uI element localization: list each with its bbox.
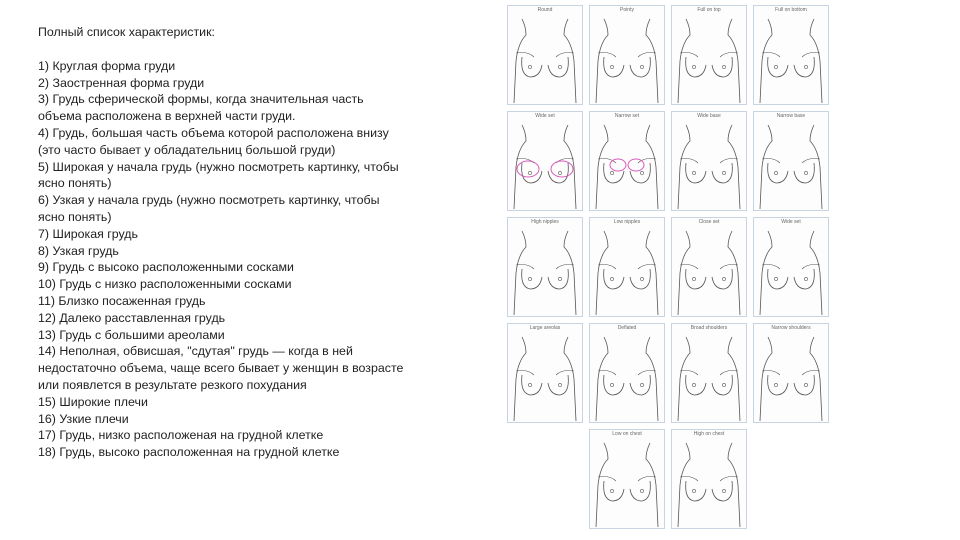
illustration-cell xyxy=(671,217,747,317)
illustration-label: Large areolas xyxy=(529,325,561,331)
list-item: 14) Неполная, обвисшая, "сдутая" грудь — когда в ней xyxy=(38,344,353,359)
list-item: 5) Широкая у начала грудь (нужно посмотреть картинку, чтобы xyxy=(38,159,399,174)
list-item: 11) Близко посаженная грудь xyxy=(38,293,206,308)
illustration-cell xyxy=(671,111,747,211)
illustration-label: Deflated xyxy=(617,325,637,331)
list-item: 18) Грудь, высоко расположенная на грудной клетке xyxy=(38,445,340,460)
list-item: 9) Грудь с высоко расположенными сосками xyxy=(38,260,294,275)
illustration-cell xyxy=(753,217,829,317)
illustration-cell xyxy=(507,111,583,211)
illustration-label: Broad shoulders xyxy=(690,325,728,331)
illustration-cell xyxy=(589,217,665,317)
list-item: 6) Узкая у начала грудь (нужно посмотреть картинку, чтобы xyxy=(38,193,380,208)
illustration-label: Narrow set xyxy=(614,113,640,119)
illustration-label: High on chest xyxy=(693,431,725,437)
illustration-label: Pointy xyxy=(620,7,634,13)
list-item: 17) Грудь, низко расположеная на грудной клетке xyxy=(38,428,324,443)
illustration-label: Round xyxy=(537,7,553,13)
illustration-cell xyxy=(589,323,665,423)
illustration-cell xyxy=(507,323,583,423)
list-item: (это часто бывает у обладательниц большой груди) xyxy=(38,142,336,157)
list-item: 7) Широкая грудь xyxy=(38,226,138,241)
list-item: объема расположена в верхней части груди. xyxy=(38,109,296,124)
illustration-cell xyxy=(507,217,583,317)
list-item: 16) Узкие плечи xyxy=(38,411,129,426)
illustration-label: Wide set xyxy=(781,219,801,225)
illustration-label: Low on chest xyxy=(612,431,642,437)
illustration-cell xyxy=(753,323,829,423)
list-item: ясно понять) xyxy=(38,209,112,224)
illustration-label: High nipples xyxy=(531,219,559,225)
illustration-label: Narrow shoulders xyxy=(771,325,811,331)
illustration-cell xyxy=(589,5,665,105)
characteristics-list xyxy=(38,58,478,461)
illustration-label: Wide base xyxy=(697,113,721,119)
illustration-grid xyxy=(507,5,829,529)
empty-cell xyxy=(753,429,829,529)
list-item: 1) Круглая форма груди xyxy=(38,58,176,73)
illustration-cell xyxy=(507,5,583,105)
list-item: 10) Грудь с низко расположенными сосками xyxy=(38,277,292,292)
illustration-cell xyxy=(589,111,665,211)
illustration-label: Narrow base xyxy=(776,113,806,119)
illustration-cell xyxy=(671,5,747,105)
illustration-label: Full on top xyxy=(697,7,721,13)
list-item: 4) Грудь, большая часть объема которой расположена внизу xyxy=(38,125,389,140)
list-item: 3) Грудь сферической формы, когда значительная часть xyxy=(38,92,364,107)
list-item: 12) Далеко расставленная грудь xyxy=(38,310,226,325)
characteristics-text xyxy=(38,24,478,461)
illustration-cell xyxy=(753,5,829,105)
list-item: 2) Заостренная форма груди xyxy=(38,75,205,90)
illustration-label: Close set xyxy=(698,219,720,225)
list-item: 8) Узкая грудь xyxy=(38,243,119,258)
list-item: 15) Широкие плечи xyxy=(38,394,148,409)
list-item: недостаточно объема, чаще всего бывает у женщин в возрасте xyxy=(38,361,404,376)
illustration-label: Full on bottom xyxy=(775,7,807,13)
illustration-label: Wide set xyxy=(535,113,555,119)
illustration-cell xyxy=(753,111,829,211)
list-item: или появлется в результате резкого похудания xyxy=(38,377,307,392)
list-heading: Полный список характеристик: xyxy=(38,25,215,39)
list-item: 13) Грудь с большими ареолами xyxy=(38,327,225,342)
illustration-cell xyxy=(671,429,747,529)
illustration-cell xyxy=(589,429,665,529)
illustration-label: Low nipples xyxy=(613,219,641,225)
illustration-cell xyxy=(671,323,747,423)
list-item: ясно понять) xyxy=(38,176,112,191)
empty-cell xyxy=(507,429,583,529)
